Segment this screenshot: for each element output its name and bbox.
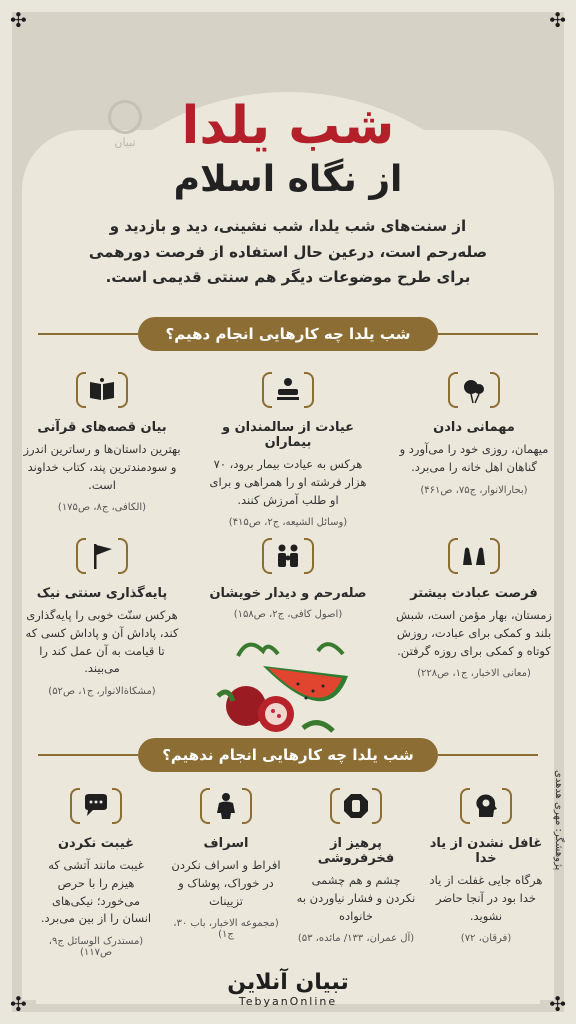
item-reference: (بحارالانوار، ج۷۵، ص۴۶۱) bbox=[420, 484, 528, 496]
flag-icon bbox=[76, 534, 128, 578]
item-title: صله‌رحم و دیدار خویشان bbox=[209, 586, 367, 601]
item-title: پرهیز از فخرفروشی bbox=[317, 836, 395, 866]
item-text: زمستان، بهار مؤمن است، شبش بلند و کمکی برای عبادت، روزش کوتاه و کمکی برای روزه گرفتن. bbox=[396, 608, 552, 658]
logo-english: TebyanOnline bbox=[238, 995, 338, 1008]
item-title: بیان قصه‌های قرآنی bbox=[37, 420, 167, 435]
page-title: شب یلدا bbox=[181, 96, 395, 156]
dont-item-boasting bbox=[296, 784, 416, 944]
section-do-banner: شب یلدا چه کارهایی انجام دهیم؟ bbox=[138, 317, 438, 351]
item-title: فرصت عبادت بیشتر bbox=[410, 586, 538, 601]
item-reference: (اصول کافی، ج۲، ص۱۵۸) bbox=[233, 609, 343, 620]
book-icon bbox=[76, 368, 128, 412]
item-text: چشم و هم چشمی نکردن و فشار نیاوردن به خانواده bbox=[296, 873, 416, 923]
logo-persian: تبیان آنلاین bbox=[227, 970, 349, 995]
item-text: هرکس سنّت خوبی را پایه‌گذاری کند، پاداش آن و پاداش کسی که تا قیامت به آن عمل کند را می‌بیند. bbox=[25, 608, 179, 676]
do-item-family-visit bbox=[208, 534, 368, 620]
speech-bubble-icon bbox=[70, 784, 122, 828]
item-title: مهمانی دادن bbox=[433, 420, 515, 435]
item-text: میهمان، روزی خود را می‌آورد و گناهان اهل خانه را می‌برد. bbox=[399, 442, 549, 474]
do-item-visiting-sick bbox=[208, 368, 368, 528]
do-item-worship bbox=[394, 534, 554, 679]
item-reference: (فرقان، ۷۲) bbox=[460, 933, 512, 945]
page-subtitle: از نگاه اسلام bbox=[173, 159, 403, 200]
watermark-label: تبیان bbox=[114, 136, 136, 149]
item-reference: (آل عمران، ۱۳۳/ مائده، ۵۳) bbox=[297, 933, 415, 945]
dont-item-backbiting bbox=[36, 784, 156, 958]
dont-item-extravagance bbox=[166, 784, 286, 940]
bulb-head-icon bbox=[460, 784, 512, 828]
corner-ornament-icon: ✣ bbox=[549, 8, 566, 32]
stop-hand-icon bbox=[330, 784, 382, 828]
do-item-quran-stories bbox=[22, 368, 182, 513]
person-icon bbox=[200, 784, 252, 828]
corner-ornament-icon: ✣ bbox=[10, 992, 27, 1016]
item-reference: (وسائل الشیعه، ج۲، ص۴۱۵) bbox=[228, 517, 348, 529]
item-title: اسراف bbox=[203, 836, 249, 851]
researcher-credit: پژوهشگر: مهری هدهدی bbox=[553, 770, 564, 871]
praying-hands-icon bbox=[448, 534, 500, 578]
family-icon bbox=[262, 534, 314, 578]
item-text: هرگاه جایی غفلت از یاد خدا بود در آنجا حاضر نشوید. bbox=[429, 873, 543, 923]
item-reference: (مستدرک الوسائل ج۹، ص۱۱۷) bbox=[48, 936, 144, 959]
balloon-icon bbox=[448, 368, 500, 412]
item-reference: (مشکاة‌الانوار، ج۱، ص۵۲) bbox=[48, 686, 156, 698]
item-title: غیبت نکردن bbox=[57, 836, 135, 851]
item-text: هرکس به عیادت بیمار برود، ۷۰ هزار فرشته او را همراهی و برای او طلب آمرزش کنند. bbox=[209, 457, 367, 507]
watermelon-pomegranate-illustration bbox=[208, 636, 358, 736]
section-dont-banner: شب یلدا چه کارهایی انجام ندهیم؟ bbox=[138, 738, 438, 772]
patient-visit-icon bbox=[262, 368, 314, 412]
item-title: غافل نشدن از یاد خدا bbox=[429, 836, 543, 866]
item-text: بهترین داستان‌ها و رساترین اندرز و سودمندترین پند، کتاب خداوند است. bbox=[23, 442, 181, 492]
do-item-hosting bbox=[394, 368, 554, 496]
item-reference: (مجموعه الاخبار، باب ۳۰، ج۱) bbox=[173, 918, 279, 941]
do-item-good-tradition bbox=[22, 534, 182, 697]
intro-text: از سنت‌های شب یلدا، شب نشینی، دید و بازدید و صله‌رحم است، درعین حال استفاده از فرصت دورهمی برای طرح موضوعات دیگر هم سنتی قدیمی است. bbox=[88, 217, 488, 286]
item-reference: (معانی الاخبار، ج۱، ص۲۲۸) bbox=[417, 668, 531, 680]
corner-ornament-icon: ✣ bbox=[549, 992, 566, 1016]
item-text: افراط و اسراف نکردن در خوراک، پوشاک و تزیینات bbox=[171, 858, 281, 908]
corner-ornament-icon: ✣ bbox=[10, 8, 27, 32]
dont-item-mindful bbox=[426, 784, 546, 944]
item-title: پایه‌گذاری سنتی نیک bbox=[36, 586, 168, 601]
footer-logo bbox=[0, 970, 576, 1008]
item-title: عیادت از سالمندان و بیماران bbox=[221, 420, 355, 450]
item-reference: (الکافی، ج۸، ص۱۷۵) bbox=[57, 502, 147, 514]
item-text: غیبت مانند آتشی که هیزم را با حرص می‌خورد؛ نیکی‌های انسان را از بین می‌برد. bbox=[40, 858, 152, 926]
